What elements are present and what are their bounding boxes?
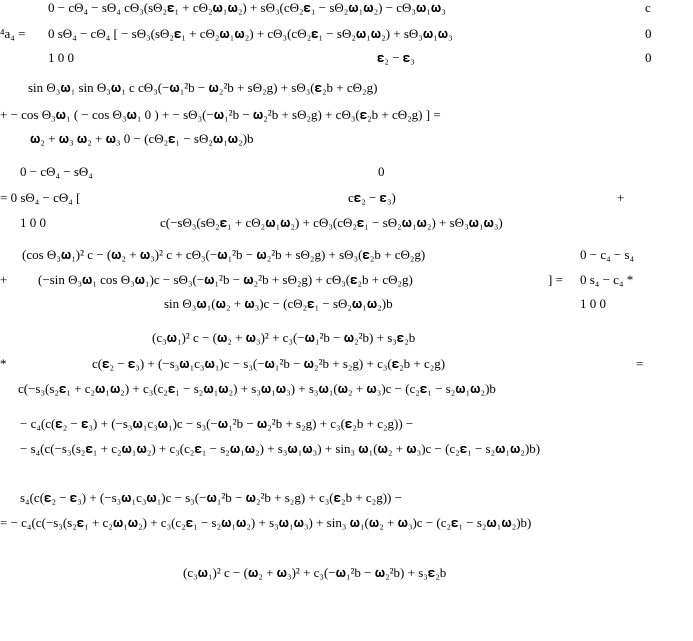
block4-matrix-row-1: 0 − c₄ − s₄ [580,247,635,262]
block4-row-3: sin Θ₃𝛚₁(𝛚₂ + 𝛚₃)c − (cΘ₂𝛆₁ − sΘ₂𝛚₁𝛚₂)b [164,296,393,311]
vector-row-2: 0 [645,26,652,41]
matrix-a-row-1: 0 − cΘ₄ − sΘ₄ cΘ₃(sΘ₂𝛆₁ + cΘ₂𝛚₁𝛚₂) + sΘ₃(cΘ₂𝛆₁ − sΘ₂𝛚₁𝛚₂) − cΘ₃𝛚₁𝛚₃ [48,0,446,15]
matrix-a-row-3: 1 0 0 [48,50,74,65]
block7-row-1: s₄(c(𝛆₂ − 𝛆₃) + (−s₃𝛚₁c₃𝛚₁)c − s₃(−𝛚₁²b − 𝛚₂²b + s₂g) + c₃(𝛆₂b + c₂g)) − [20,490,402,505]
block4-bracket-equals: ] = [548,272,563,287]
block4-row-2: (−sin Θ₃𝛚₁ cos Θ₃𝛚₁)c − sΘ₃(−𝛚₁²b − 𝛚₂²b + sΘ₂g) + cΘ₃(𝛆₂b + cΘ₂g) [38,272,413,287]
block5-row-1: (c₃𝛚₁)² c − (𝛚₂ + 𝛚₃)² + c₃(−𝛚₁²b − 𝛚₂²b) + s₃𝛆₂b [152,330,416,345]
block5-row-3: c(−s₃(s₂𝛆₁ + c₂𝛚₁𝛚₂) + c₃(c₂𝛆₁ − s₂𝛚₁𝛚₂) + s₃𝛚₁𝛚₃) + s₃𝛚₁(𝛚₂ + 𝛚₃)c − (c₂𝛆₁ − s₂𝛚₁𝛚₂)b [18,381,496,396]
block7-row-2: = − c₄(c(−s₃(s₂𝛆₁ + c₂𝛚₁𝛚₂) + c₃(c₂𝛆₁ − s₂𝛚₁𝛚₂) + s₃𝛚₁𝛚₃) + sin₃ 𝛚₁(𝛚₂ + 𝛚₃)c − (c₂𝛆₁ − s₂𝛚₁𝛚₂)b) [0,515,532,530]
block7-row-3: (c₃𝛚₁)² c − (𝛚₂ + 𝛚₃)² + c₃(−𝛚₁²b − 𝛚₂²b) + s₃𝛆₂b [183,565,447,580]
block2-row-1: sin Θ₃𝛚₁ sin Θ₃𝛚₁ c cΘ₃(−𝛚₁²b − 𝛚₂²b + sΘ₂g) + sΘ₃(𝛆₂b + cΘ₂g) [28,80,378,95]
vector-row-3-mid: 𝛆₂ − 𝛆₃ [377,50,415,65]
block3-matrix-row-2: = 0 sΘ₄ − cΘ₄ [ [0,190,81,205]
matrix-a-row-2: 0 sΘ₄ − cΘ₄ [ − sΘ₃(sΘ₂𝛆₁ + cΘ₂𝛚₁𝛚₂) + cΘ₃(cΘ₂𝛆₁ − sΘ₂𝛚₁𝛚₂) + sΘ₃𝛚₁𝛚₃ [48,26,453,41]
block6-row-1: − c₄(c(𝛆₂ − 𝛆₃) + (−s₃𝛚₁c₃𝛚₁)c − s₃(−𝛚₁²b − 𝛚₂²b + s₂g) + c₃(𝛆₂b + c₂g)) − [20,416,414,431]
block3-plus: + [617,190,625,205]
block6-row-2: − s₄(c(−s₃(s₂𝛆₁ + c₂𝛚₁𝛚₂) + c₃(c₂𝛆₁ − s₂𝛚₁𝛚₂) + s₃𝛚₁𝛚₃) + sin₃ 𝛚₁(𝛚₂ + 𝛚₃)c − (c₂𝛆₁ − s₂𝛚₁𝛚₂)b) [20,441,541,456]
block5-equals: = [636,356,644,371]
block5-row-2: c(𝛆₂ − 𝛆₃) + (−s₃𝛚₁c₃𝛚₁)c − s₃(−𝛚₁²b − 𝛚₂²b + s₂g) + c₃(𝛆₂b + c₂g) [92,356,446,371]
block4-plus: + [0,272,8,287]
block3-vector-row-2: c𝛆₂ − 𝛆₃) [348,190,396,205]
block5-star: * [0,356,7,371]
block3-matrix-row-3: 1 0 0 [20,215,46,230]
block4-matrix-row-2: 0 s₄ − c₄ * [580,272,634,287]
lhs-label: ⁴a₄ = [0,26,26,41]
block4-row-1: (cos Θ₃𝛚₁)² c − (𝛚₂ + 𝛚₃)² c + cΘ₃(−𝛚₁²b − 𝛚₂²b + sΘ₂g) + sΘ₃(𝛆₂b + cΘ₂g) [22,247,426,262]
block2-row-2: + − cos Θ₃𝛚₁ ( − cos Θ₃𝛚₁ 0 ) + − sΘ₃(−𝛚₁²b − 𝛚₂²b + sΘ₂g) + cΘ₃(𝛆₂b + cΘ₂g) ] = [0,107,441,122]
vector-row-3: 0 [645,50,652,65]
block3-vector-row-3: c(−sΘ₃(sΘ₂𝛆₁ + cΘ₂𝛚₁𝛚₂) + cΘ₃(cΘ₂𝛆₁ − sΘ₂𝛚₁𝛚₂) + sΘ₃𝛚₁𝛚₃) [160,215,503,230]
block2-row-3: 𝛚₂ + 𝛚₃ 𝛚₂ + 𝛚₃ 0 − (cΘ₂𝛆₁ − sΘ₂𝛚₁𝛚₂)b [30,131,254,146]
block3-vector-row-1: 0 [378,164,385,179]
block3-matrix-row-1: 0 − cΘ₄ − sΘ₄ [20,164,93,179]
block4-matrix-row-3: 1 0 0 [580,296,606,311]
vector-row-1: c [645,0,651,15]
